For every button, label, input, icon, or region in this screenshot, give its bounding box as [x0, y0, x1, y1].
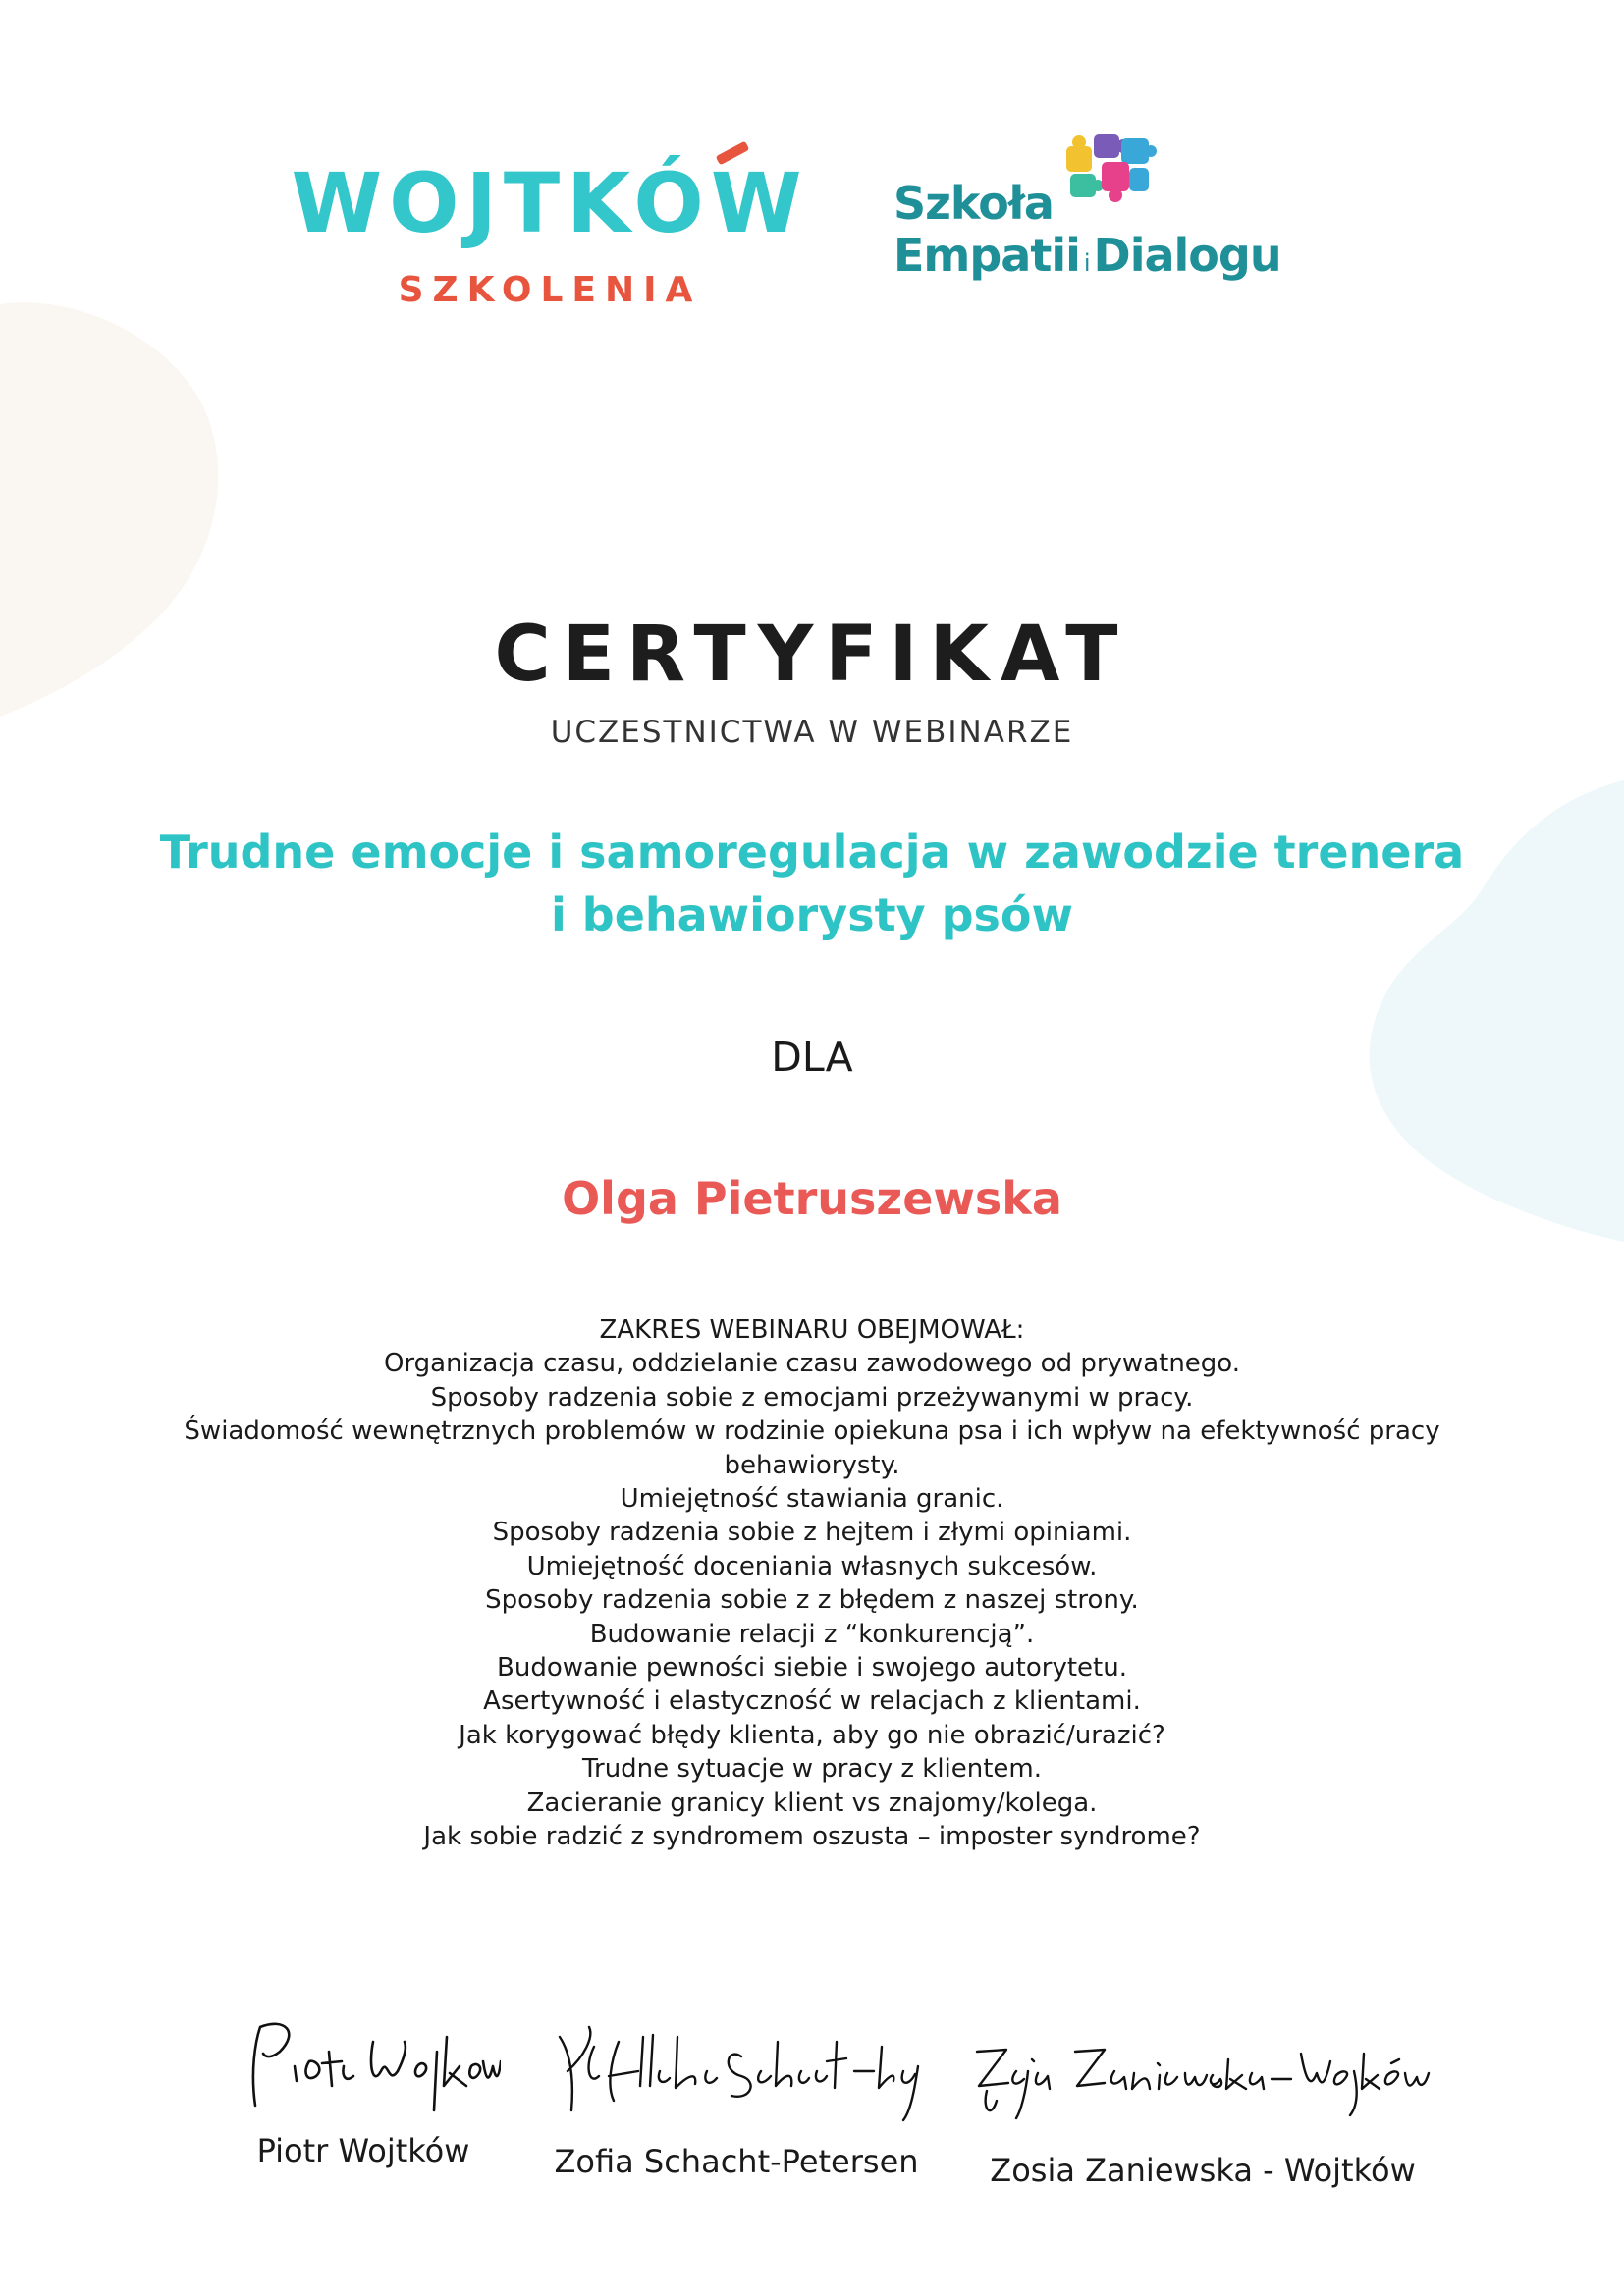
szkola-text: Szkoła: [893, 177, 1054, 230]
signatory-name: Zosia Zaniewska - Wojtków: [990, 2152, 1416, 2189]
wojtkow-brand-text: WOJTKÓW: [292, 162, 809, 244]
scope-item: Zacieranie granicy klient vs znajomy/kolega.: [526, 1788, 1098, 1818]
wojtkow-szkolenia-logo: [285, 155, 815, 310]
scope-item: Jak korygować błędy klienta, aby go nie obrazić/urazić?: [459, 1720, 1165, 1750]
signature-block: [196, 2012, 530, 2169]
scope-item: Sposoby radzenia sobie z emocjami przeżywanymi w pracy.: [430, 1382, 1194, 1413]
scope-item: Jak sobie radzić z syndromem oszusta – imposter syndrome?: [423, 1822, 1201, 1852]
scope-item: Budowanie pewności siebie i swojego autorytetu.: [497, 1653, 1127, 1683]
webinar-scope: [118, 1313, 1506, 1854]
webinar-title: [88, 821, 1536, 946]
scope-item: Umiejętność stawiania granic.: [620, 1484, 1004, 1515]
scope-item: Umiejętność doceniania własnych sukcesów.: [526, 1551, 1098, 1581]
szkola-empatii-logo: [893, 133, 1306, 299]
empatii-dialogu-text: Empatii iDialogu: [893, 229, 1281, 282]
szkolenia-text: SZKOLENIA: [398, 270, 702, 310]
scope-item: Asertywność i elastyczność w relacjach z klientami.: [483, 1686, 1141, 1717]
certificate-subtitle: UCZESTNICTWA W WEBINARZE: [550, 715, 1074, 750]
puzzle-pieces-icon: [1060, 133, 1159, 206]
handwritten-signature: [967, 2032, 1438, 2120]
scope-item: Budowanie relacji z “konkurencją”.: [589, 1619, 1035, 1649]
scope-item: Trudne sytuacje w pracy z klientem.: [581, 1754, 1043, 1785]
scope-item: Świadomość wewnętrznych problemów w rodzinie opiekuna psa i ich wpływ na efektywność pracy behawiorysty.: [184, 1416, 1440, 1480]
for-label: DLA: [771, 1034, 853, 1081]
recipient-name: Olga Pietruszewska: [562, 1172, 1062, 1225]
scope-item: Organizacja czasu, oddzielanie czasu zawodowego od prywatnego.: [383, 1349, 1241, 1379]
certificate-title: CERTYFIKAT: [494, 611, 1130, 699]
signatory-name: Zofia Schacht-Petersen: [554, 2143, 919, 2180]
signature-block: [947, 2032, 1458, 2189]
webinar-title-line: Trudne emocje i samoregulacja w zawodzie trenera: [159, 826, 1465, 879]
handwritten-signature: [226, 2012, 501, 2120]
signature-block: [545, 2017, 928, 2180]
handwritten-signature: [550, 2017, 923, 2125]
scope-heading: ZAKRES WEBINARU OBEJMOWAŁ:: [599, 1315, 1025, 1345]
signatory-name: Piotr Wojtków: [256, 2132, 470, 2169]
scope-item: Sposoby radzenia sobie z hejtem i złymi opiniami.: [492, 1518, 1132, 1548]
scope-item: Sposoby radzenia sobie z z błędem z naszej strony.: [485, 1585, 1139, 1616]
webinar-title-line: i behawiorysty psów: [550, 888, 1073, 941]
